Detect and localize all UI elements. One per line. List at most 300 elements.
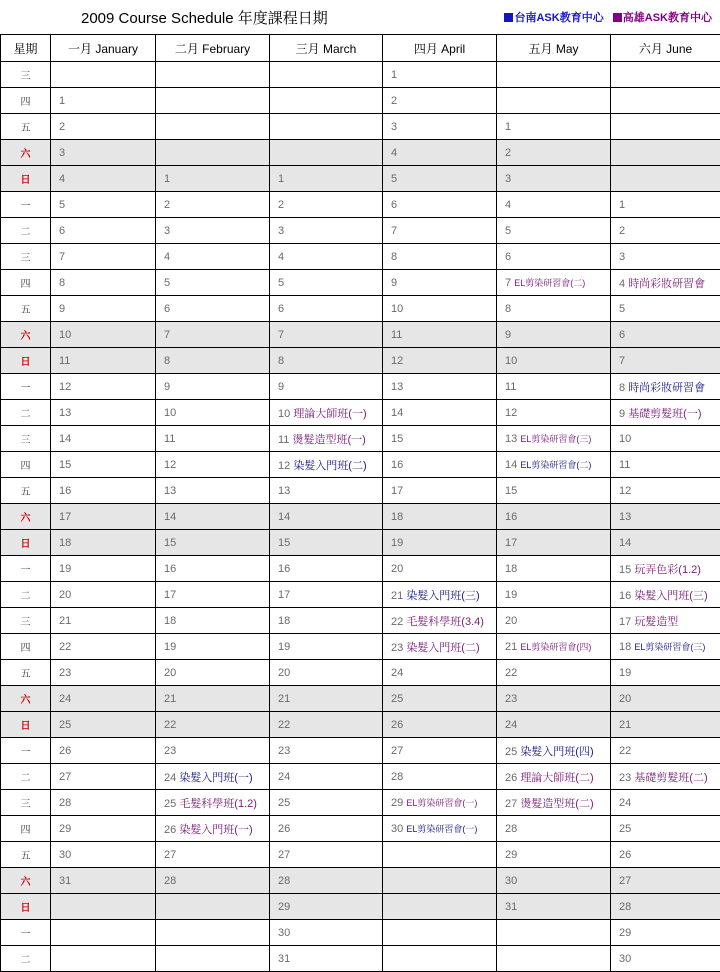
date-cell-june	[611, 608, 720, 634]
date-number: 10	[278, 408, 290, 420]
date-cell-february	[156, 712, 270, 738]
date-number: 31	[505, 901, 517, 913]
date-number: 8	[59, 277, 65, 289]
date-cell-june	[611, 868, 720, 894]
weekday-cell: 六	[1, 322, 51, 348]
date-number: 9	[59, 303, 65, 315]
weekday-cell: 一	[1, 192, 51, 218]
date-number: 24	[164, 772, 176, 784]
date-number: 12	[619, 485, 631, 497]
date-cell-january	[51, 946, 156, 972]
weekday-cell: 日	[1, 166, 51, 192]
date-number: 9	[391, 277, 397, 289]
date-cell-june	[611, 660, 720, 686]
date-number: 11	[278, 434, 289, 446]
date-cell-may	[497, 686, 611, 712]
date-number: 1	[619, 199, 625, 211]
date-number: 7	[391, 225, 397, 237]
weekday-cell: 四	[1, 270, 51, 296]
weekday-cell: 六	[1, 868, 51, 894]
course-event: EL剪染研習會(二)	[520, 460, 591, 470]
date-number: 22	[619, 745, 631, 757]
date-number: 16	[59, 485, 71, 497]
course-event: EL剪染研習會(三)	[520, 434, 591, 444]
date-number: 4	[619, 278, 625, 290]
date-cell-may	[497, 634, 611, 660]
date-cell-april	[383, 816, 497, 842]
date-number: 18	[59, 537, 71, 549]
date-number: 11	[391, 329, 402, 341]
date-number: 28	[164, 875, 176, 887]
table-row	[1, 946, 720, 972]
date-cell-february	[156, 400, 270, 426]
date-cell-february	[156, 608, 270, 634]
date-cell-may	[497, 478, 611, 504]
schedule-table	[0, 34, 720, 972]
date-number: 27	[391, 745, 403, 757]
date-number: 19	[505, 589, 517, 601]
date-cell-march	[270, 140, 383, 166]
date-cell-june	[611, 244, 720, 270]
weekday-cell: 六	[1, 140, 51, 166]
table-row	[1, 478, 720, 504]
date-cell-april	[383, 244, 497, 270]
date-cell-january	[51, 452, 156, 478]
date-number: 4	[391, 147, 397, 159]
date-number: 16	[619, 590, 631, 602]
date-number: 31	[278, 953, 290, 965]
date-cell-january	[51, 608, 156, 634]
date-number: 11	[505, 381, 516, 393]
date-number: 19	[164, 641, 176, 653]
table-row	[1, 582, 720, 608]
date-cell-may	[497, 530, 611, 556]
course-event: 理論大師班(一)	[293, 408, 366, 420]
weekday-cell: 二	[1, 218, 51, 244]
table-row	[1, 322, 720, 348]
date-number: 14	[505, 459, 517, 471]
table-row	[1, 62, 720, 88]
course-event: 燙髮造型班(二)	[520, 798, 593, 810]
date-cell-june	[611, 322, 720, 348]
weekday-cell: 四	[1, 452, 51, 478]
date-number: 10	[505, 355, 517, 367]
date-number: 27	[59, 771, 71, 783]
date-number: 10	[619, 433, 631, 445]
date-cell-june	[611, 452, 720, 478]
date-cell-april	[383, 400, 497, 426]
date-cell-january	[51, 738, 156, 764]
date-cell-may	[497, 946, 611, 972]
date-number: 27	[278, 849, 290, 861]
table-row	[1, 634, 720, 660]
date-number: 13	[164, 485, 176, 497]
legend-item-tainan	[504, 9, 603, 25]
date-number: 28	[278, 875, 290, 887]
date-cell-june	[611, 738, 720, 764]
date-number: 3	[164, 225, 170, 237]
date-number: 28	[59, 797, 71, 809]
weekday-cell: 三	[1, 608, 51, 634]
date-cell-april	[383, 790, 497, 816]
date-cell-february	[156, 920, 270, 946]
date-number: 13	[278, 485, 290, 497]
date-cell-may	[497, 114, 611, 140]
date-number: 29	[59, 823, 71, 835]
header-february: 二月 February	[156, 35, 270, 62]
date-cell-may	[497, 816, 611, 842]
date-number: 15	[164, 537, 176, 549]
date-number: 4	[505, 199, 511, 211]
date-cell-april	[383, 426, 497, 452]
date-number: 20	[164, 667, 176, 679]
date-number: 30	[505, 875, 517, 887]
date-cell-february	[156, 530, 270, 556]
date-number: 2	[505, 147, 511, 159]
date-cell-april	[383, 192, 497, 218]
date-number: 16	[391, 459, 403, 471]
date-cell-june	[611, 88, 720, 114]
table-row	[1, 790, 720, 816]
date-cell-june	[611, 764, 720, 790]
header-june: 六月 June	[611, 35, 720, 62]
weekday-cell: 三	[1, 62, 51, 88]
date-cell-june	[611, 478, 720, 504]
date-cell-june	[611, 426, 720, 452]
date-number: 5	[505, 225, 511, 237]
date-cell-february	[156, 140, 270, 166]
weekday-cell: 三	[1, 244, 51, 270]
date-number: 28	[391, 771, 403, 783]
date-cell-april	[383, 608, 497, 634]
date-number: 22	[164, 719, 176, 731]
date-number: 15	[59, 459, 71, 471]
date-number: 20	[391, 563, 403, 575]
date-cell-june	[611, 374, 720, 400]
course-event: EL剪染研習會(三)	[634, 642, 705, 652]
date-number: 4	[278, 251, 284, 263]
date-number: 25	[278, 797, 290, 809]
date-cell-march	[270, 790, 383, 816]
date-number: 2	[391, 95, 397, 107]
date-cell-may	[497, 400, 611, 426]
date-number: 9	[164, 381, 170, 393]
date-number: 2	[59, 121, 65, 133]
date-number: 13	[619, 511, 631, 523]
date-number: 5	[164, 277, 170, 289]
date-cell-february	[156, 842, 270, 868]
date-cell-march	[270, 868, 383, 894]
table-row	[1, 218, 720, 244]
weekday-cell: 一	[1, 920, 51, 946]
date-cell-january	[51, 374, 156, 400]
date-cell-may	[497, 452, 611, 478]
date-cell-april	[383, 322, 497, 348]
date-cell-may	[497, 504, 611, 530]
header-weekday: 星期	[1, 35, 51, 62]
date-cell-june	[611, 504, 720, 530]
header-row	[1, 35, 720, 62]
date-number: 23	[164, 745, 176, 757]
date-number: 5	[391, 173, 397, 185]
date-cell-june	[611, 556, 720, 582]
date-cell-april	[383, 218, 497, 244]
date-cell-march	[270, 478, 383, 504]
course-event: 基礎剪髮班(一)	[628, 408, 701, 420]
date-cell-june	[611, 816, 720, 842]
date-number: 11	[164, 433, 175, 445]
date-cell-june	[611, 140, 720, 166]
date-number: 5	[59, 199, 65, 211]
date-cell-march	[270, 504, 383, 530]
date-cell-april	[383, 686, 497, 712]
date-number: 27	[164, 849, 176, 861]
date-cell-february	[156, 452, 270, 478]
date-number: 25	[619, 823, 631, 835]
date-cell-may	[497, 764, 611, 790]
date-number: 26	[278, 823, 290, 835]
date-number: 8	[164, 355, 170, 367]
date-cell-may	[497, 140, 611, 166]
date-cell-january	[51, 62, 156, 88]
table-row	[1, 192, 720, 218]
date-cell-february	[156, 62, 270, 88]
date-cell-march	[270, 608, 383, 634]
date-cell-february	[156, 868, 270, 894]
weekday-cell: 四	[1, 88, 51, 114]
date-cell-march	[270, 764, 383, 790]
date-cell-april	[383, 556, 497, 582]
date-number: 21	[164, 693, 176, 705]
date-cell-january	[51, 166, 156, 192]
date-number: 21	[278, 693, 290, 705]
weekday-cell: 五	[1, 296, 51, 322]
course-event: 染髮入門班(二)	[293, 460, 366, 472]
date-number: 26	[619, 849, 631, 861]
date-number: 13	[505, 433, 517, 445]
date-number: 7	[59, 251, 65, 263]
date-number: 15	[278, 537, 290, 549]
date-number: 9	[278, 381, 284, 393]
date-number: 30	[59, 849, 71, 861]
legend-swatch-purple	[613, 13, 622, 22]
date-number: 17	[391, 485, 403, 497]
date-cell-february	[156, 270, 270, 296]
date-number: 22	[278, 719, 290, 731]
date-cell-may	[497, 660, 611, 686]
course-event: EL剪染研習會(二)	[514, 278, 585, 288]
date-number: 27	[619, 875, 631, 887]
weekday-cell: 五	[1, 478, 51, 504]
legend-label-tainan: 台南ASK教育中心	[514, 12, 603, 24]
date-cell-june	[611, 712, 720, 738]
date-cell-march	[270, 686, 383, 712]
date-number: 15	[505, 485, 517, 497]
table-row	[1, 88, 720, 114]
date-cell-february	[156, 322, 270, 348]
date-cell-january	[51, 634, 156, 660]
date-cell-april	[383, 166, 497, 192]
date-cell-april	[383, 374, 497, 400]
date-number: 18	[391, 511, 403, 523]
date-cell-april	[383, 530, 497, 556]
date-cell-january	[51, 322, 156, 348]
header-april: 四月 April	[383, 35, 497, 62]
date-cell-january	[51, 816, 156, 842]
date-cell-may	[497, 348, 611, 374]
date-number: 29	[391, 797, 403, 809]
date-cell-june	[611, 686, 720, 712]
date-cell-april	[383, 270, 497, 296]
date-number: 3	[505, 173, 511, 185]
course-event: EL剪染研習會(四)	[520, 642, 591, 652]
schedule-body	[1, 62, 720, 972]
date-cell-may	[497, 582, 611, 608]
course-event: 玩弄色彩(1.2)	[634, 564, 701, 576]
date-cell-march	[270, 244, 383, 270]
date-number: 1	[164, 173, 170, 185]
table-row	[1, 608, 720, 634]
date-number: 10	[391, 303, 403, 315]
page-title: 2009 Course Schedule 年度課程日期	[81, 7, 328, 28]
date-cell-march	[270, 374, 383, 400]
date-cell-january	[51, 920, 156, 946]
weekday-cell: 六	[1, 504, 51, 530]
date-cell-june	[611, 166, 720, 192]
date-number: 22	[391, 616, 403, 628]
date-number: 19	[619, 667, 631, 679]
date-number: 19	[278, 641, 290, 653]
date-number: 1	[391, 69, 397, 81]
date-number: 30	[619, 953, 631, 965]
date-number: 17	[164, 589, 176, 601]
date-number: 7	[278, 329, 284, 341]
table-row	[1, 816, 720, 842]
date-cell-april	[383, 660, 497, 686]
weekday-cell: 日	[1, 894, 51, 920]
date-cell-february	[156, 686, 270, 712]
table-row	[1, 764, 720, 790]
date-cell-may	[497, 244, 611, 270]
date-number: 16	[278, 563, 290, 575]
date-cell-january	[51, 400, 156, 426]
date-number: 12	[505, 407, 517, 419]
date-number: 8	[619, 382, 625, 394]
date-number: 14	[164, 511, 176, 523]
legend-item-kaohsiung	[613, 9, 712, 25]
page-header	[0, 0, 720, 34]
table-row	[1, 712, 720, 738]
date-cell-march	[270, 296, 383, 322]
date-cell-june	[611, 114, 720, 140]
date-number: 17	[278, 589, 290, 601]
date-number: 24	[59, 693, 71, 705]
table-row	[1, 348, 720, 374]
date-number: 18	[278, 615, 290, 627]
date-cell-march	[270, 270, 383, 296]
date-number: 20	[278, 667, 290, 679]
date-number: 20	[619, 693, 631, 705]
course-event: 毛髮科學班(1.2)	[179, 798, 257, 810]
date-number: 3	[59, 147, 65, 159]
date-number: 23	[391, 642, 403, 654]
date-cell-april	[383, 452, 497, 478]
date-cell-january	[51, 88, 156, 114]
date-cell-january	[51, 764, 156, 790]
date-cell-march	[270, 348, 383, 374]
course-event: 理論大師班(二)	[520, 772, 593, 784]
date-cell-june	[611, 218, 720, 244]
course-event: 玩髮造型	[634, 616, 678, 628]
course-event: 染髮入門班(三)	[634, 590, 707, 602]
date-cell-january	[51, 192, 156, 218]
date-cell-may	[497, 842, 611, 868]
date-cell-march	[270, 556, 383, 582]
weekday-cell: 一	[1, 556, 51, 582]
weekday-cell: 六	[1, 686, 51, 712]
date-number: 12	[278, 460, 290, 472]
header-january: 一月 January	[51, 35, 156, 62]
date-number: 23	[619, 772, 631, 784]
date-cell-may	[497, 920, 611, 946]
date-number: 11	[59, 355, 70, 367]
weekday-cell: 二	[1, 764, 51, 790]
date-number: 21	[59, 615, 71, 627]
course-event: EL剪染研習會(一)	[406, 798, 477, 808]
date-cell-june	[611, 790, 720, 816]
date-number: 2	[164, 199, 170, 211]
date-number: 24	[391, 667, 403, 679]
date-number: 6	[619, 329, 625, 341]
date-number: 26	[505, 772, 517, 784]
table-row	[1, 400, 720, 426]
legend-label-kaohsiung: 高雄ASK教育中心	[623, 12, 712, 24]
weekday-cell: 五	[1, 842, 51, 868]
date-cell-january	[51, 686, 156, 712]
date-number: 25	[505, 746, 517, 758]
date-number: 4	[164, 251, 170, 263]
date-cell-february	[156, 790, 270, 816]
date-cell-april	[383, 114, 497, 140]
date-cell-january	[51, 894, 156, 920]
date-number: 23	[505, 693, 517, 705]
date-number: 17	[505, 537, 517, 549]
date-cell-march	[270, 738, 383, 764]
date-number: 22	[59, 641, 71, 653]
weekday-cell: 三	[1, 426, 51, 452]
date-number: 13	[391, 381, 403, 393]
date-number: 18	[164, 615, 176, 627]
date-cell-may	[497, 608, 611, 634]
date-number: 24	[278, 771, 290, 783]
table-row	[1, 166, 720, 192]
course-event: EL剪染研習會(一)	[406, 824, 477, 834]
date-cell-april	[383, 478, 497, 504]
course-event: 染髮入門班(一)	[179, 824, 252, 836]
date-cell-may	[497, 322, 611, 348]
date-cell-january	[51, 504, 156, 530]
date-number: 19	[59, 563, 71, 575]
date-number: 5	[619, 303, 625, 315]
date-cell-february	[156, 296, 270, 322]
weekday-cell: 四	[1, 816, 51, 842]
header-march: 三月 March	[270, 35, 383, 62]
date-cell-may	[497, 426, 611, 452]
date-cell-april	[383, 712, 497, 738]
date-number: 18	[505, 563, 517, 575]
date-number: 9	[505, 329, 511, 341]
date-cell-march	[270, 920, 383, 946]
